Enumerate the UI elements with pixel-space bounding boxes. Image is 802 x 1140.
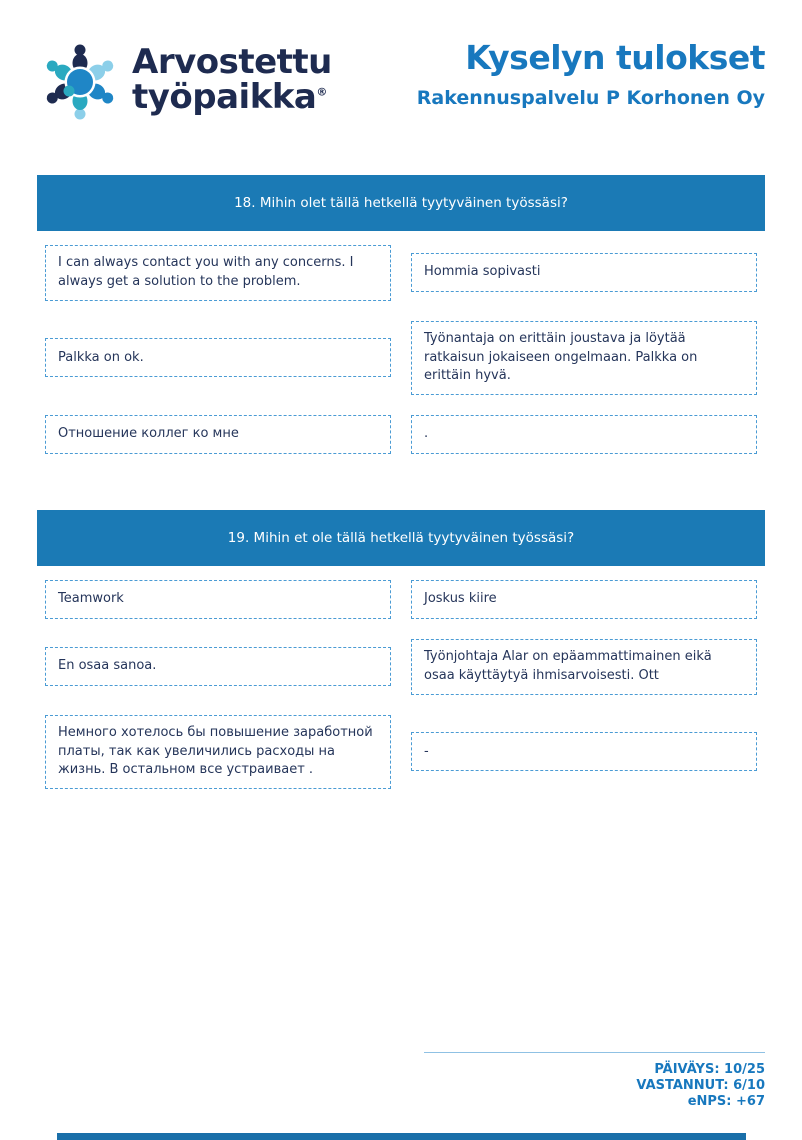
section-question-19: [37, 510, 765, 809]
stat-enps: eNPS: +67: [687, 1094, 765, 1109]
people-circle-logo-icon: [40, 40, 120, 120]
question-19-header: 19. Mihin et ole tällä hetkellä tyytyväinen työssäsi?: [37, 510, 765, 566]
answer-row: [45, 415, 757, 454]
answer-row: [45, 580, 757, 619]
question-18-answers: [37, 245, 765, 454]
question-18-header: 18. Mihin olet tällä hetkellä tyytyväinen työssäsi?: [37, 175, 765, 231]
answer-box: Hommia sopivasti: [411, 253, 757, 292]
answer-box: Teamwork: [45, 580, 391, 619]
brand-line1: Arvostettu: [132, 42, 332, 83]
answer-box: Palkka on ok.: [45, 338, 391, 377]
brand-line2: työpaikka®: [132, 77, 327, 117]
page-title: Kyselyn tulokset: [465, 38, 765, 77]
footer-stats: [424, 1052, 765, 1110]
page-header: [40, 40, 765, 120]
answer-box: Отношение коллег ко мне: [45, 415, 391, 454]
answer-row: [45, 639, 757, 695]
registered-mark: ®: [316, 85, 327, 99]
answer-box: Немного хотелось бы повышение заработной платы, так как увеличились расходы на жизнь. В остальном все устраивает .: [45, 715, 391, 790]
answer-row: [45, 245, 757, 301]
answer-box: -: [411, 732, 757, 771]
answer-box: I can always contact you with any concerns. I always get a solution to the problem.: [45, 245, 391, 301]
answer-box: Työnantaja on erittäin joustava ja löytää ratkaisun jokaiseen ongelmaan. Palkka on erittäin hyvä.: [411, 321, 757, 396]
answer-row: [45, 715, 757, 790]
stat-date: PÄIVÄYS: 10/25: [654, 1062, 765, 1077]
brand-wordmark: [132, 42, 332, 117]
document-titles: [417, 40, 765, 109]
answer-row: [45, 321, 757, 396]
stat-responded: VASTANNUT: 6/10: [636, 1078, 765, 1093]
answer-box: Joskus kiire: [411, 580, 757, 619]
brand: [40, 40, 332, 120]
answer-box: Työnjohtaja Alar on epäammattimainen eikä osaa käyttäytyä ihmisarvoisesti. Ott: [411, 639, 757, 695]
answer-box: En osaa sanoa.: [45, 647, 391, 686]
question-19-answers: [37, 580, 765, 789]
bottom-accent-bar: [57, 1133, 746, 1140]
company-name: Rakennuspalvelu P Korhonen Oy: [416, 87, 765, 110]
section-question-18: [37, 175, 765, 474]
answer-box: .: [411, 415, 757, 454]
footer-divider: [424, 1052, 765, 1053]
